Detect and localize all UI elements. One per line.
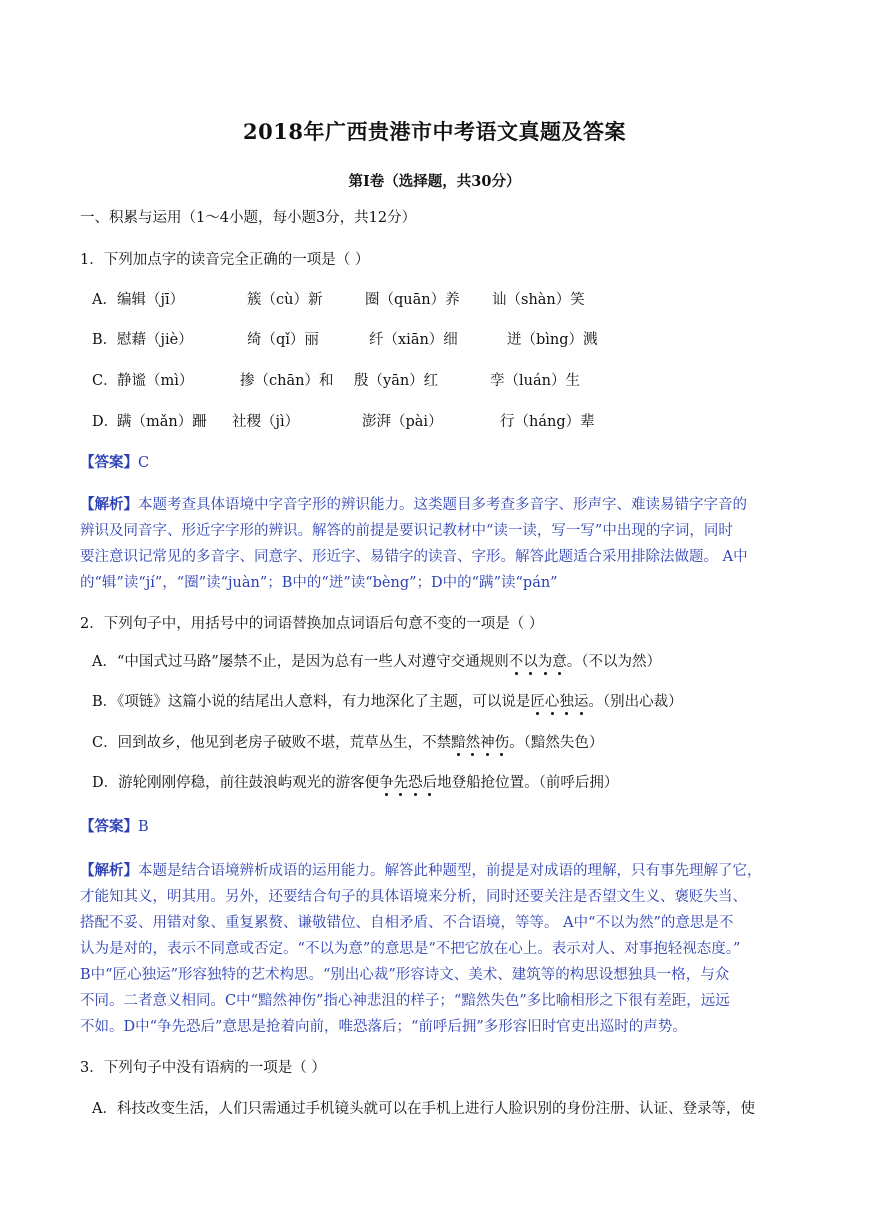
q2-option-c	[92, 733, 603, 753]
dotted-phrase	[530, 694, 588, 710]
dotted-char: 为	[537, 654, 553, 670]
q2-stem: 2．下列句子中，用括号中的词语替换加点词语后句意不变的一项是（ ）	[80, 616, 544, 632]
q1-option-d	[92, 412, 792, 432]
dotted-char: 黯	[451, 735, 466, 751]
analysis-text: 本题是结合语境辨析成语的运用能力。解答此种题型，前提是对成语的理解，只有事先理解了它，	[138, 863, 762, 879]
option-label: B．	[92, 332, 118, 348]
option-item: 慰藉（jiè）	[117, 332, 193, 348]
option-text: 。（黯然失色）	[509, 735, 604, 751]
dotted-char: 伤	[494, 735, 510, 751]
analysis-text: 本题考查具体语境中字音字形的辨识能力。这类题目多考查多音字、形声字、难读易错字字音的	[138, 497, 747, 513]
dotted-char: 神	[480, 735, 495, 751]
q1-stem: 1．下列加点字的读音完全正确的一项是（ ）	[80, 252, 370, 268]
option-text: 。（别出心裁）	[588, 694, 683, 710]
q1-answer	[80, 453, 149, 473]
option-item: 讪（shàn）笑	[492, 292, 585, 308]
section-heading: 一、积累与运用（1～4小题，每小题3分，共12分）	[80, 210, 417, 226]
q2-analysis-line: B中“匠心独运”形容独特的艺术构思。“别出心裁”形容诗文、美术、建筑等的构思设想独具一格，与众	[80, 967, 730, 983]
dotted-char: 意	[552, 654, 567, 670]
dotted-char: 后	[422, 775, 438, 791]
analysis-tag: 【解析】	[80, 496, 138, 513]
option-item: 绮（qǐ）丽	[247, 332, 319, 348]
option-item: 殷（yān）红	[354, 373, 439, 389]
option-item: 迸（bìng）溅	[507, 332, 598, 348]
q2-option-a	[92, 652, 661, 672]
answer-tag: 【答案】	[80, 818, 138, 835]
option-item: 澎湃（pài）	[362, 414, 443, 430]
option-item: 孪（luán）生	[490, 373, 580, 389]
option-item: 行（háng）辈	[500, 414, 595, 430]
q2-analysis-line: 不如。D中“争先恐后”意思是抢着向前，唯恐落后；“前呼后拥”多形容旧时官吏出巡时的声势。	[80, 1019, 687, 1035]
option-label: D．	[92, 414, 119, 430]
option-item: 掺（chān）和	[240, 373, 334, 389]
dotted-phrase	[451, 735, 509, 751]
q1-analysis-line	[80, 495, 747, 515]
dotted-phrase	[509, 654, 567, 670]
option-text: 地登船抢位置。（前呼后拥）	[437, 775, 619, 791]
option-text: A．“中国式过马路”屡禁不止，是因为总有一些人对遵守交通规则	[92, 654, 509, 670]
dotted-char: 运	[573, 694, 589, 710]
option-item: 纤（xiān）细	[369, 332, 458, 348]
q1-analysis-line: 辨识及同音字、形近字字形的辨识。解答的前提是要识记教材中“读一读，写一写”中出现的字词，同时	[80, 523, 733, 539]
q2-analysis-line: 才能知其义，明其用。另外，还要结合句子的具体语境来分析，同时还要关注是否望文生义、褒贬失当、	[80, 889, 747, 905]
page-title: 2018年广西贵港市中考语文真题及答案	[243, 119, 626, 144]
q1-option-a	[92, 290, 792, 310]
option-item: 社稷（jì）	[232, 414, 300, 430]
q1-analysis-line: 要注意识记常见的多音字、同意字、形近字、易错字的读音、字形。解答此题适合采用排除法做题。 A中	[80, 549, 748, 565]
q2-analysis-line: 搭配不妥、用错对象、重复累赘、谦敬错位、自相矛盾、不合语境，等等。 A中“不以为然”的意思是不	[80, 915, 734, 931]
q1-analysis-line: 的“辑”读“jí”，“圈”读“juàn”；B中的“迸”读“bèng”；D中的“蹒”读“pán”	[80, 575, 558, 591]
answer-value: C	[138, 455, 150, 471]
dotted-char: 然	[465, 735, 481, 751]
q2-answer	[80, 817, 149, 837]
option-label: A．	[92, 292, 117, 308]
answer-tag: 【答案】	[80, 454, 138, 471]
option-label: C．	[92, 373, 118, 389]
q1-option-c	[92, 371, 792, 391]
q2-analysis-line: 不同。二者意义相同。C中“黯然神伤”指心神悲沮的样子；“黯然失色”多比喻相形之下很有差距，远远	[80, 993, 730, 1009]
option-item: 静谧（mì）	[117, 373, 194, 389]
dotted-char: 不	[508, 654, 524, 670]
dotted-char: 以	[523, 654, 538, 670]
dotted-char: 恐	[408, 775, 423, 791]
q2-option-d	[92, 773, 618, 793]
q2-analysis-line	[80, 861, 762, 881]
option-text: D．游轮刚刚停稳，前往鼓浪屿观光的游客便	[92, 775, 380, 791]
q1-option-b	[92, 330, 792, 350]
option-item: 编辑（jī）	[117, 292, 185, 308]
dotted-char: 先	[393, 775, 409, 791]
q2-analysis-line: 认为是对的，表示不同意或否定。“不以为意”的意思是“不把它放在心上。表示对人、对事抱轻视态度。”	[80, 941, 741, 957]
dotted-char: 心	[544, 694, 560, 710]
option-item: 簇（cù）新	[247, 292, 323, 308]
dotted-phrase	[379, 775, 437, 791]
q3-option-a: A．科技改变生活，人们只需通过手机镜头就可以在手机上进行人脸识别的身份注册、认证、登录等，使	[92, 1101, 755, 1117]
option-text: B．《项链》这篇小说的结尾出人意料，有力地深化了主题，可以说是	[92, 694, 531, 710]
dotted-char: 匠	[530, 694, 545, 710]
dotted-char: 争	[379, 775, 394, 791]
q2-option-b	[92, 692, 683, 712]
q3-stem: 3．下列句子中没有语病的一项是（ ）	[80, 1060, 326, 1076]
answer-value: B	[138, 819, 149, 835]
dotted-char: 独	[559, 694, 574, 710]
option-text: 。（不以为然）	[566, 654, 662, 670]
option-text: C．回到故乡，他见到老房子破败不堪，荒草丛生，不禁	[92, 735, 452, 751]
option-item: 圈（quān）养	[365, 292, 460, 308]
option-item: 蹒（mǎn）跚	[117, 414, 207, 430]
section-subtitle: 第Ⅰ卷（选择题，共30分）	[348, 173, 521, 190]
analysis-tag: 【解析】	[80, 862, 138, 879]
